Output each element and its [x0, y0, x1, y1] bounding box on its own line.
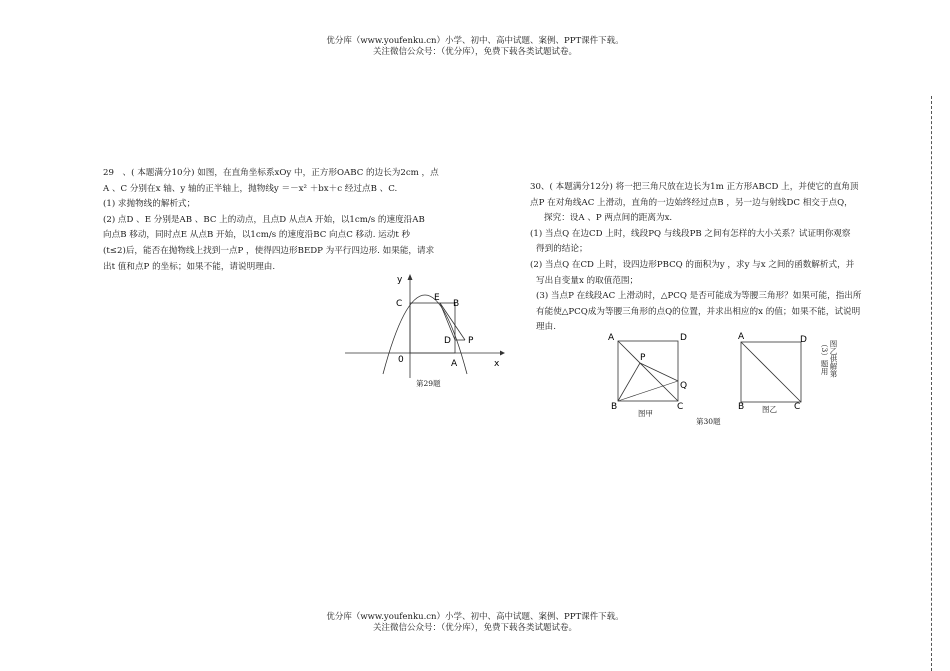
- diagonal-ac: [618, 341, 678, 401]
- page-header: [0, 36, 950, 58]
- q30-line-9: 有能使△PCQ成为等腰三角形的点Q的位置，并求出相应的x 的值；如果不能，试说明: [536, 306, 861, 317]
- q30-line-2: 点P 在对角线AC 上滑动，直角的一边始终经过点B ，另一边与射线DC 相交于点Q，: [530, 197, 853, 208]
- q30-line-1: 30、( 本题满分12分) 将一把三角尺放在边长为1m 正方形ABCD 上，并使它的直角顶: [530, 182, 859, 192]
- q29-line-5: 向点B 移动，同时点E 从点B 开始，以1cm/s 的速度沿BC 向点C 移动. 运动t 秒: [103, 230, 411, 241]
- label-b: B: [611, 402, 618, 412]
- label-d: D: [444, 336, 451, 346]
- footer-line-1: 优分库（www.youfenku.cn）小学、初中、高中试题、案例、PPT课件下载。: [326, 612, 624, 622]
- label-p: P: [640, 353, 646, 363]
- label-x: x: [494, 359, 500, 369]
- label-c: C: [794, 402, 801, 412]
- q29-line-4: (2) 点D 、E 分别是AB 、BC 上的动点，且点D 从点A 开始，以1cm/s 的速度沿AB: [103, 214, 425, 225]
- q30-figure-jia: [605, 330, 695, 415]
- q30-line-8: (3) 当点P 在线段AC 上滑动时，△PCQ 是否可能成为等腰三角形？如果可能，指出所: [536, 291, 862, 302]
- label-a: A: [738, 332, 745, 342]
- fig-yi-side-note: 图乙供解第（3）题用: [820, 340, 838, 378]
- q29-figure: [340, 268, 510, 388]
- q30-line-4: (1) 当点Q 在边CD 上时，线段PQ 与线段PB 之间有怎样的大小关系？试证明你观察: [530, 228, 851, 239]
- q29-line-2: A 、C 分别在x 轴、y 轴的正半轴上，抛物线y ＝－x² ＋bx＋c 经过点B 、C.: [103, 183, 398, 194]
- segment-pq: [640, 363, 678, 381]
- x-axis-arrow: [500, 351, 505, 356]
- q30-line-5: 得到的结论；: [536, 244, 588, 255]
- q30-line-6: (2) 当点Q 在CD 上时，设四边形PBCQ 的面积为y ，求y 与x 之间的函数解析式，并: [530, 259, 855, 270]
- triangle-edge: [618, 381, 678, 401]
- page-footer: [0, 612, 950, 634]
- q30-caption: 第30题: [696, 417, 721, 426]
- fig-jia-caption: 图甲: [638, 409, 653, 418]
- question-30: [530, 180, 925, 336]
- label-c: C: [677, 402, 684, 412]
- diagonal-ac-yi: [741, 342, 801, 402]
- q30-figure-yi: [730, 330, 820, 415]
- label-origin: 0: [398, 355, 404, 365]
- label-d: D: [680, 333, 687, 343]
- label-b: B: [738, 402, 745, 412]
- footer-line-2: 关注微信公众号：（优分库），免费下载各类试题试卷。: [372, 623, 577, 633]
- q29-line-3: (1) 求抛物线的解析式；: [103, 199, 196, 210]
- q30-line-3: 探究：设A 、P 两点间的距离为x.: [544, 213, 673, 224]
- q29-line-6: (t≤2)后，能否在抛物线上找到一点P ，使得四边形BEDP 为平行四边形. 如果能，请求: [103, 245, 435, 256]
- q30-line-7: 写出自变量x 的取值范围；: [536, 275, 639, 286]
- label-a: A: [608, 333, 615, 343]
- binding-margin-line: [931, 96, 932, 671]
- label-e: E: [434, 293, 440, 303]
- header-line-1: 优分库（www.youfenku.cn）小学、初中、高中试题、案例、PPT课件下载。: [326, 36, 624, 46]
- q29-caption: 第29题: [416, 379, 441, 388]
- fig-yi-caption: 图乙: [762, 405, 777, 414]
- label-c: C: [396, 299, 403, 309]
- label-p: P: [468, 336, 474, 346]
- label-a: A: [451, 359, 458, 369]
- question-29: [103, 166, 493, 275]
- q29-line-1: 29 、( 本题满分10分) 如图，在直角坐标系xOy 中，正方形OABC 的边长为2cm ，点: [103, 168, 439, 178]
- y-axis-arrow: [408, 274, 413, 280]
- label-b: B: [453, 299, 460, 309]
- q29-line-7: 出t 值和点P 的坐标；如果不能，请说明理由.: [103, 261, 276, 272]
- segment-pb: [618, 363, 640, 401]
- header-line-2: 关注微信公众号：（优分库），免费下载各类试题试卷。: [372, 47, 577, 57]
- label-q: Q: [680, 381, 688, 391]
- label-d: D: [800, 335, 807, 345]
- label-y: y: [397, 275, 403, 285]
- q30-line-10: 理由.: [536, 322, 556, 333]
